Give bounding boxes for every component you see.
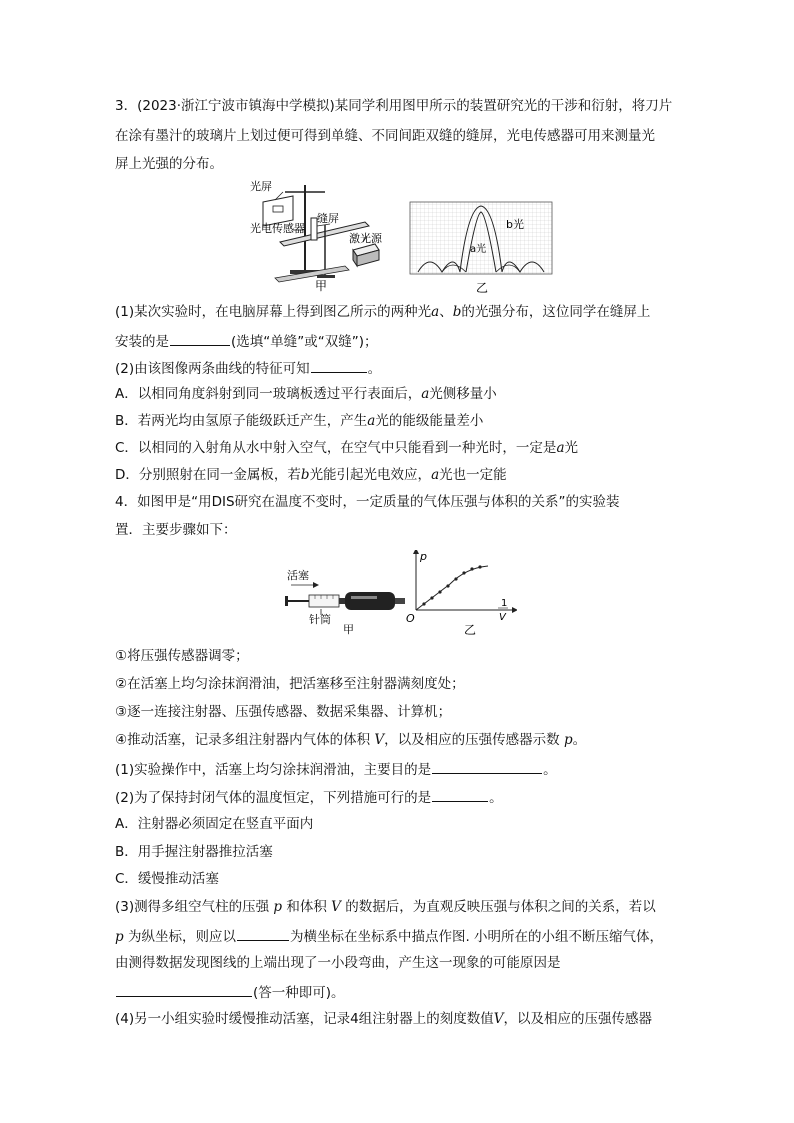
- label-x-num: 1: [501, 598, 508, 609]
- q3-line-3: 屏上光强的分布。: [115, 156, 223, 172]
- q3-line-1: 3．(2023·浙江宁波市镇海中学模拟)某同学利用图甲所示的装置研究光的干涉和衍射，将刀片: [115, 98, 673, 114]
- q4-sub4-line1: (4)另一小组实验时缓慢推动活塞，记录4组注射器上的刻度数值V，以及相应的压强传感器: [115, 1011, 652, 1027]
- caption-yi: 乙: [476, 281, 489, 295]
- q4-syringe-figure: [285, 565, 410, 635]
- label-piston: 活塞: [287, 569, 309, 582]
- q4-option-c: C．缓慢推动活塞: [115, 871, 219, 887]
- q4-step-3: ③逐一连接注射器、压强传感器、数据采集器、计算机；: [115, 704, 452, 720]
- answer-blank[interactable]: [311, 357, 367, 373]
- q3-option-c: C．以相同的入射角从水中射入空气，在空气中只能看到一种光时，一定是a光: [115, 440, 578, 456]
- label-x-den: V: [499, 612, 506, 623]
- label-a-light: a光: [470, 244, 487, 255]
- q4-line-2: 置．主要步骤如下：: [115, 522, 237, 538]
- answer-blank[interactable]: [432, 786, 488, 802]
- q4-step-2: ②在活塞上均匀涂抹润滑油，把活塞移至注射器满刻度处；: [115, 676, 465, 692]
- q4-sub3-line4: (答一种即可)。: [115, 981, 345, 1003]
- label-b-light: b光: [506, 218, 524, 231]
- caption-jia: 甲: [343, 623, 354, 635]
- q4-sub3-line1: (3)测得多组空气柱的压强 p 和体积 V 的数据后，为直观反映压强与体积之间的关系，若以: [115, 899, 656, 915]
- q4-sub1: (1)实验操作中，活塞上均匀涂抹润滑油，主要目的是 。: [115, 758, 557, 780]
- q4-step-1: ①将压强传感器调零；: [115, 648, 249, 664]
- label-sensor: 光电传感器: [250, 222, 305, 235]
- answer-blank[interactable]: [237, 925, 289, 941]
- q3-option-b: B．若两光均由氢原子能级跃迁产生，产生a光的能级能量差小: [115, 413, 484, 429]
- q4-option-b: B．用手握注射器推拉活塞: [115, 844, 273, 860]
- label-slit: 缝屏: [317, 212, 339, 225]
- q3-sub1-line1: (1)某次实验时，在电脑屏幕上得到图乙所示的两种光a、b的光强分布，这位同学在缝屏上: [115, 304, 651, 320]
- q4-graph-figure: [402, 550, 517, 640]
- q3-sub1-line2: 安装的是 (选填“单缝”或“双缝”)；: [115, 330, 378, 352]
- label-screen: 光屏: [250, 180, 272, 193]
- answer-blank[interactable]: [170, 330, 230, 346]
- label-y-axis: p: [420, 550, 427, 563]
- q4-step-4: ④推动活塞，记录多组注射器内气体的体积 V，以及相应的压强传感器示数 p。: [115, 732, 587, 748]
- caption-jia: 甲: [315, 279, 328, 293]
- q4-sub3-line3: 由测得数据发现图线的上端出现了一小段弯曲，产生这一现象的可能原因是: [115, 955, 561, 971]
- answer-blank[interactable]: [432, 758, 542, 774]
- q4-sub2: (2)为了保持封闭气体的温度恒定，下列措施可行的是 。: [115, 786, 503, 808]
- caption-yi: 乙: [464, 623, 477, 637]
- q3-option-d: D．分别照射在同一金属板，若b光能引起光电效应，a光也一定能: [115, 467, 507, 483]
- q4-line-1: 4．如图甲是“用DIS研究在温度不变时，一定质量的气体压强与体积的关系”的实验装: [115, 494, 620, 510]
- q3-apparatus-figure: [245, 180, 405, 295]
- q3-line-2: 在涂有墨汁的玻璃片上划过便可得到单缝、不同间距双缝的缝屏，光电传感器可用来测量光: [115, 128, 655, 144]
- answer-blank[interactable]: [116, 981, 252, 997]
- q4-option-a: A．注射器必须固定在竖直平面内: [115, 816, 314, 832]
- q3-option-a: A．以相同角度斜射到同一玻璃板透过平行表面后，a光侧移量小: [115, 386, 497, 402]
- label-origin: O: [406, 612, 415, 625]
- q3-sub2: (2)由该图像两条曲线的特征可知 。: [115, 357, 381, 379]
- label-barrel: 针筒: [309, 613, 331, 626]
- label-laser: 激光源: [349, 232, 382, 245]
- q3-intensity-figure: [408, 200, 558, 300]
- q4-sub3-line2: p 为纵坐标，则应以 为横坐标在坐标系中描点作图. 小明所在的小组不断压缩气体，: [115, 925, 663, 947]
